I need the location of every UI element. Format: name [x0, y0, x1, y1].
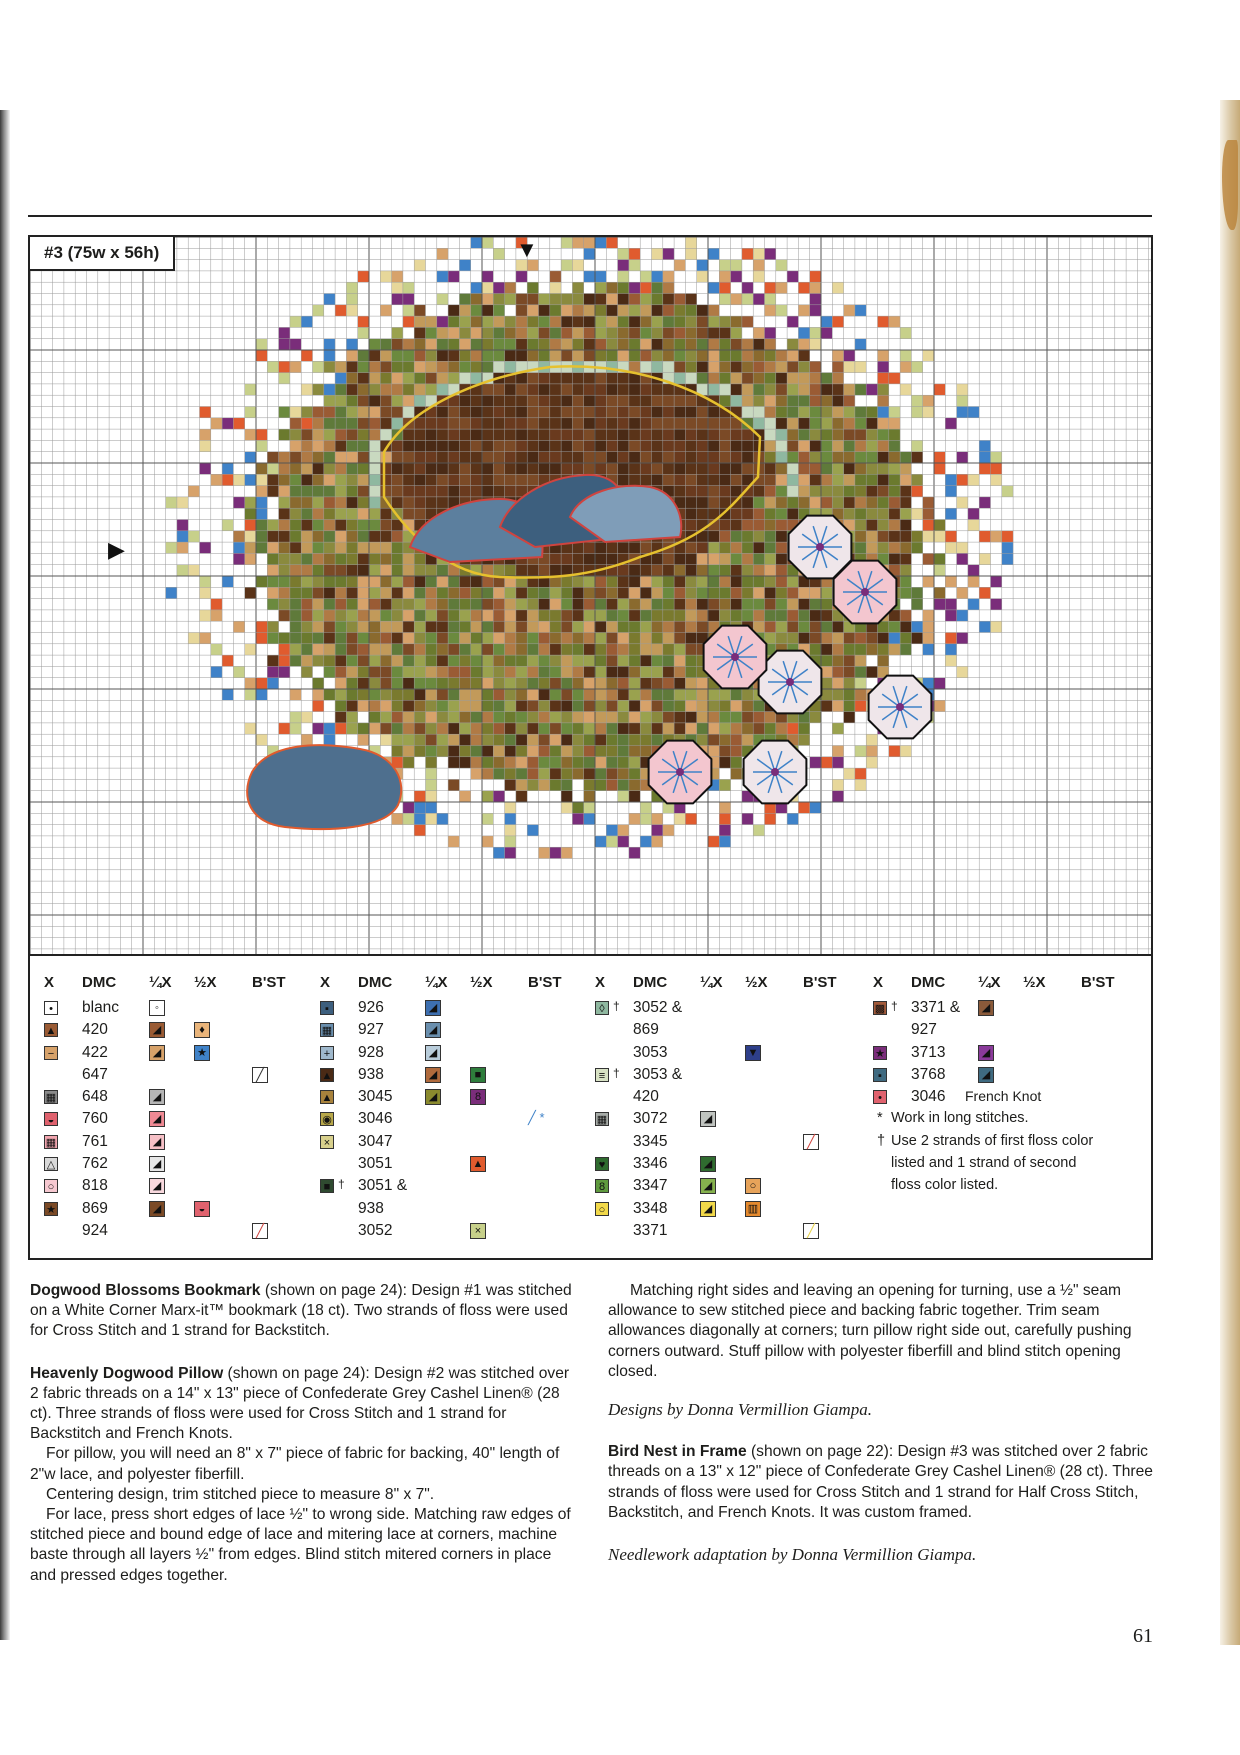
key-note-line: [873, 1154, 1138, 1176]
half-stitch-symbol: ▥: [745, 1201, 761, 1217]
cross-stitch-symbol: −: [44, 1046, 58, 1060]
dmc-number: 3052: [358, 1221, 393, 1239]
key-row: [873, 1020, 1138, 1042]
cross-stitch-symbol: •: [44, 1001, 58, 1015]
quarter-stitch-symbol: ◢: [425, 1000, 441, 1016]
quarter-stitch-symbol: ◢: [425, 1089, 441, 1105]
binding-shadow: [0, 110, 10, 1640]
key-row: [320, 1154, 565, 1176]
key-header-label: ½X: [194, 974, 217, 991]
quarter-stitch-symbol: ◢: [149, 1201, 165, 1217]
quarter-stitch-symbol: ◢: [700, 1111, 716, 1127]
backstitch-symbol: ╱: [803, 1134, 819, 1150]
key-row: [595, 1065, 840, 1087]
right-column-text: [608, 1281, 1153, 1565]
key-row: [873, 1087, 1138, 1109]
key-row: [595, 1132, 840, 1154]
key-header-label: DMC: [633, 974, 668, 991]
cross-stitch-symbol: ▲: [321, 1069, 333, 1082]
page-edge: [1220, 100, 1240, 1645]
key-row: [44, 1043, 289, 1065]
dmc-number: 927: [358, 1021, 384, 1039]
key-row: [595, 1199, 840, 1221]
dmc-number: 3046: [358, 1110, 393, 1128]
key-header: [320, 974, 565, 998]
dmc-number: 3346: [633, 1155, 668, 1173]
key-header: [873, 974, 1138, 998]
key-row: [873, 1043, 1138, 1065]
dmc-number: 3348: [633, 1199, 668, 1217]
dmc-number: 3347: [633, 1177, 668, 1195]
key-row: [44, 1221, 289, 1243]
backstitch-symbol: ╱: [252, 1223, 268, 1239]
dagger-mark: †: [891, 999, 898, 1013]
key-row: [44, 1199, 289, 1221]
dmc-number: 3051 &: [358, 1177, 408, 1195]
cross-stitch-symbol: ▪: [873, 1068, 887, 1082]
cross-stitch-symbol: ▦: [45, 1136, 57, 1149]
chart-grid: [30, 237, 1151, 954]
quarter-stitch-symbol: ◢: [978, 1000, 994, 1016]
dmc-number: 3713: [911, 1043, 946, 1061]
dagger-mark: †: [338, 1177, 345, 1192]
center-arrow-top: ▼: [516, 237, 538, 262]
key-row: [44, 1176, 289, 1198]
dmc-number: 3053: [633, 1043, 668, 1061]
note-text: floss color listed.: [891, 1177, 999, 1194]
half-stitch-symbol: ◒: [194, 1201, 210, 1217]
key-note-line: [873, 1176, 1138, 1198]
top-rule: [28, 215, 1152, 217]
pillow-paragraph: Heavenly Dogwood Pillow (shown on page 24): Design #2 was stitched over 2 fabric threads on a 14" x 13" piece of Confederate Grey Cashel Linen® (28 ct). Three strands of floss were used for Cross Stitch and 1 strand for Backstitch and French Knots.: [30, 1364, 570, 1443]
key-row: [320, 1221, 565, 1243]
key-header-label: DMC: [911, 974, 946, 991]
key-header-label: B'ST: [1081, 974, 1115, 991]
quarter-stitch-symbol: ◢: [149, 1134, 165, 1150]
half-stitch-symbol: ★: [194, 1045, 210, 1061]
center-arrow-left: ▶: [108, 537, 125, 562]
dogwood-blossom: [834, 561, 897, 624]
key-header-label: B'ST: [528, 974, 562, 991]
cross-stitch-symbol: ○: [595, 1202, 609, 1216]
dmc-number: 422: [82, 1043, 108, 1061]
key-row: [44, 1065, 289, 1087]
key-header-label: DMC: [358, 974, 393, 991]
key-header-label: X: [320, 974, 331, 991]
backstitch-symbol: ╱ *: [528, 1110, 545, 1126]
backstitch-symbol: ╱: [803, 1223, 819, 1239]
page-number: 61: [1133, 1625, 1153, 1647]
cross-stitch-symbol: +: [320, 1046, 334, 1060]
egg-outside: [247, 745, 401, 829]
dmc-number: 926: [358, 999, 384, 1016]
key-header-label: DMC: [82, 974, 117, 991]
dmc-number: 869: [633, 1021, 659, 1039]
cross-stitch-symbol: ★: [44, 1202, 58, 1216]
key-row: [320, 1176, 565, 1198]
key-header-label: ½X: [745, 974, 768, 991]
dmc-number: 762: [82, 1155, 108, 1173]
note-mark: *: [877, 1110, 883, 1127]
key-row: [320, 1087, 565, 1109]
key-header-label: B'ST: [252, 974, 286, 991]
key-header-label: ¼X: [978, 974, 1001, 991]
half-stitch-symbol: ▼: [745, 1045, 761, 1061]
cross-stitch-symbol: •: [873, 1090, 887, 1104]
dmc-number: 3053 &: [633, 1065, 683, 1083]
dmc-number: 3045: [358, 1088, 393, 1106]
key-header-label: ¼X: [700, 974, 723, 991]
key-row: [873, 1065, 1138, 1087]
note-text: Work in long stitches.: [891, 1110, 1029, 1127]
cross-stitch-symbol: ▦: [45, 1092, 57, 1105]
key-row: [595, 998, 840, 1020]
key-header-label: ¼X: [149, 974, 172, 991]
note-mark: †: [877, 1132, 886, 1149]
quarter-stitch-symbol: ◢: [425, 1067, 441, 1083]
quarter-stitch-symbol: ◢: [700, 1201, 716, 1217]
key-row: [320, 998, 565, 1020]
key-row: [595, 1087, 840, 1109]
dogwood-blossom: [744, 741, 807, 804]
cross-stitch-symbol: ■: [320, 1179, 334, 1193]
quarter-stitch-symbol: ◢: [700, 1156, 716, 1172]
cross-stitch-symbol: ◉: [320, 1112, 334, 1126]
designer-credit: Designs by Donna Vermillion Giampa.: [608, 1400, 872, 1420]
key-header-label: B'ST: [803, 974, 837, 991]
dmc-number: 927: [911, 1021, 937, 1039]
dmc-number: 928: [358, 1043, 384, 1061]
backstitch-symbol: ╱: [252, 1067, 268, 1083]
dmc-number: 420: [82, 1021, 108, 1039]
chart-box: [28, 235, 1153, 1260]
quarter-stitch-symbol: ◢: [978, 1067, 994, 1083]
page-stain: [1222, 140, 1238, 230]
key-row: [595, 1154, 840, 1176]
dmc-number: 924: [82, 1221, 108, 1239]
key-row: [44, 1087, 289, 1109]
key-row: [44, 1020, 289, 1042]
dmc-number: 647: [82, 1065, 108, 1083]
key-row: [320, 1109, 565, 1131]
dmc-number: 420: [633, 1088, 659, 1106]
chart-title: #3 (75w x 56h): [30, 237, 175, 271]
dmc-number: 761: [82, 1132, 108, 1150]
key-row: [320, 1065, 565, 1087]
key-note-line: [873, 1132, 1138, 1154]
cross-stitch-symbol: ◒: [44, 1112, 58, 1126]
key-row: [320, 1199, 565, 1221]
bird-nest-paragraph: Bird Nest in Frame (shown on page 22): Design #3 was stitched over 2 fabric threads on a 13" x 12" piece of Confederate Grey Cashel Linen® (28 ct). Three strands of floss were used for Cross Stitch and 1 strand for Half Cross Stitch, Backstitch, and French Knots. It was custom framed.: [608, 1443, 1153, 1521]
dmc-number: 938: [358, 1065, 384, 1083]
dmc-number: 760: [82, 1110, 108, 1128]
quarter-stitch-symbol: ◢: [425, 1045, 441, 1061]
dmc-number: 648: [82, 1088, 108, 1106]
dmc-number: 3371 &: [911, 999, 961, 1016]
key-note-line: [873, 1109, 1138, 1131]
quarter-stitch-symbol: ◢: [425, 1022, 441, 1038]
dagger-mark: †: [613, 1065, 620, 1080]
dagger-mark: †: [613, 999, 620, 1013]
key-header-label: X: [873, 974, 884, 991]
quarter-stitch-symbol: ◢: [149, 1156, 165, 1172]
key-row: [44, 1109, 289, 1131]
quarter-stitch-symbol: ◢: [149, 1089, 165, 1105]
note-text: listed and 1 strand of second: [891, 1155, 1077, 1172]
key-row: [595, 1020, 840, 1042]
key-row: [44, 1154, 289, 1176]
dmc-number: 869: [82, 1199, 108, 1217]
key-header-label: ½X: [1023, 974, 1046, 991]
dmc-number: 3051: [358, 1155, 393, 1173]
quarter-stitch-symbol: ◢: [149, 1045, 165, 1061]
key-header-label: X: [44, 974, 55, 991]
dogwood-blossom: [704, 626, 767, 689]
note-text: Use 2 strands of first floss color: [891, 1132, 1094, 1149]
cross-stitch-chart: [30, 237, 1151, 956]
color-key: [30, 956, 1151, 1258]
cross-stitch-symbol: ♥: [595, 1157, 609, 1171]
half-stitch-symbol: ■: [470, 1067, 486, 1083]
dmc-number: 3047: [358, 1132, 393, 1150]
pillow-trim: Centering design, trim stitched piece to measure 8" x 7".: [46, 1485, 435, 1503]
dogwood-blossom: [789, 516, 852, 579]
key-column-4: [873, 974, 1138, 1199]
dmc-number: blanc: [82, 999, 120, 1016]
cross-stitch-symbol: ▦: [321, 1025, 333, 1038]
dmc-number: 3052 &: [633, 999, 683, 1016]
cross-stitch-symbol: ▲: [321, 1092, 333, 1105]
cross-stitch-symbol: ★: [873, 1046, 887, 1060]
adaptation-credit: Needlework adaptation by Donna Vermillion Giampa.: [608, 1545, 977, 1565]
half-stitch-symbol: ♦: [194, 1022, 210, 1038]
cross-stitch-symbol: ×: [320, 1135, 334, 1149]
dogwood-blossom: [759, 651, 822, 714]
cross-stitch-symbol: ≡: [595, 1068, 609, 1082]
quarter-stitch-symbol: ◢: [700, 1178, 716, 1194]
pillow-lace: For lace, press short edges of lace ½" to wrong side. Matching raw edges of stitched piece and bound edge of lace and mitering lace at corners, machine baste through all layers ½" from edges. Blind stitch mitered corners in place and pressed edges together.: [30, 1506, 571, 1584]
cross-stitch-symbol: ▲: [45, 1025, 57, 1038]
key-row: [320, 1043, 565, 1065]
key-header-label: ¼X: [425, 974, 448, 991]
key-header-label: ½X: [470, 974, 493, 991]
quarter-stitch-symbol: ◢: [149, 1022, 165, 1038]
cross-stitch-symbol: 8: [595, 1179, 609, 1193]
key-header-label: X: [595, 974, 606, 991]
cross-stitch-symbol: △: [44, 1157, 58, 1171]
cross-stitch-symbol: ○: [44, 1179, 58, 1193]
cross-stitch-symbol: ▪: [320, 1001, 334, 1015]
key-row: [320, 1020, 565, 1042]
cross-stitch-symbol: ◊: [595, 1001, 609, 1015]
half-stitch-symbol: ×: [470, 1223, 486, 1239]
bookmark-paragraph: Dogwood Blossoms Bookmark (shown on page 24): Design #1 was stitched on a White Corner Marx-it™ bookmark (18 ct). Two strands of floss were used for Cross Stitch and 1 strand for Backstitch.: [30, 1282, 572, 1340]
dogwood-blossom: [869, 676, 932, 739]
key-header: [595, 974, 840, 998]
dmc-number: 3768: [911, 1065, 946, 1083]
dmc-number: 818: [82, 1177, 108, 1195]
key-column-3: [595, 974, 840, 1243]
quarter-stitch-symbol: ◢: [978, 1045, 994, 1061]
key-column-2: [320, 974, 565, 1243]
half-stitch-symbol: ○: [745, 1178, 761, 1194]
quarter-stitch-symbol: ◦: [149, 1000, 165, 1016]
key-column-1: [44, 974, 289, 1243]
key-row: [44, 998, 289, 1020]
dogwood-blossom: [649, 741, 712, 804]
key-row: [595, 1221, 840, 1243]
dmc-number: 3345: [633, 1132, 668, 1150]
key-row: [595, 1043, 840, 1065]
half-stitch-symbol: 8: [470, 1089, 486, 1105]
quarter-stitch-symbol: ◢: [149, 1178, 165, 1194]
cross-stitch-symbol: ▦: [596, 1114, 608, 1127]
key-row: [595, 1109, 840, 1131]
dmc-number: 938: [358, 1199, 384, 1217]
dmc-number: 3072: [633, 1110, 668, 1128]
half-stitch-symbol: ▲: [470, 1156, 486, 1172]
key-header: [44, 974, 289, 998]
key-row: [595, 1176, 840, 1198]
key-row: [873, 998, 1138, 1020]
dmc-number: 3371: [633, 1221, 668, 1239]
cross-stitch-symbol: ▩: [874, 1003, 886, 1015]
quarter-stitch-symbol: ◢: [149, 1111, 165, 1127]
left-column-text: [30, 1281, 572, 1586]
pillow-materials: For pillow, you will need an 8" x 7" piece of fabric for backing, 40" length of 2"w lace, and polyester fiberfill.: [30, 1445, 560, 1483]
key-row: [44, 1132, 289, 1154]
key-row: [320, 1132, 565, 1154]
dmc-number: 3046: [911, 1088, 946, 1106]
french-knot-label: French Knot: [965, 1088, 1042, 1105]
pillow-assembly: Matching right sides and leaving an opening for turning, use a ½" seam allowance to sew stitched piece and backing fabric together. Trim seam allowances diagonally at corners; turn pillow right side out, carefully pushing corners outward. Stuff pillow with polyester fiberfill and blind stitch opening closed.: [608, 1282, 1132, 1380]
